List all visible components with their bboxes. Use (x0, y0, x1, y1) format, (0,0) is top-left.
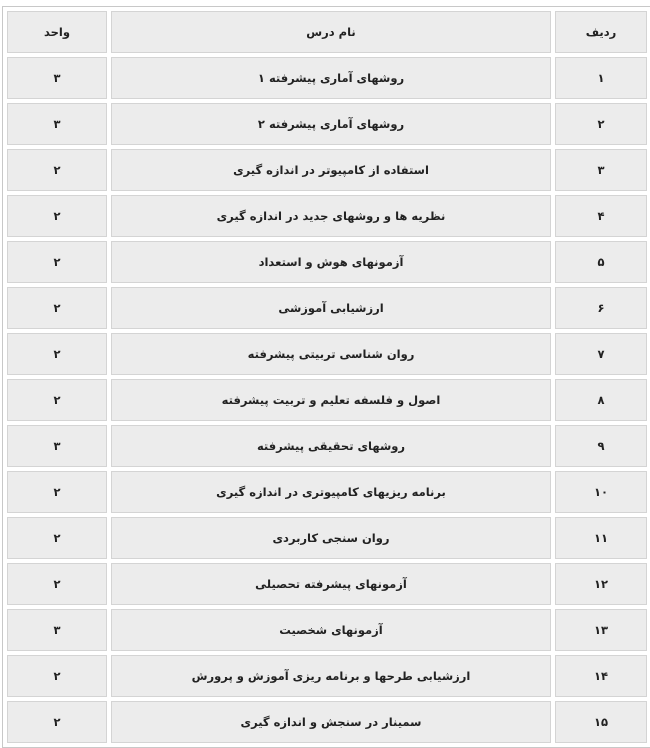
course-name-cell: روشهای آماری پیشرفته ۲ (111, 103, 551, 145)
units-cell: ۳ (7, 57, 107, 99)
course-name-cell: استفاده از کامپیوتر در اندازه گیری (111, 149, 551, 191)
row-number-cell: ۱۴ (555, 655, 647, 697)
row-number-cell: ۱۳ (555, 609, 647, 651)
table-row (7, 103, 647, 145)
units-cell: ۲ (7, 379, 107, 421)
units-cell: ۲ (7, 471, 107, 513)
table-row (7, 241, 647, 283)
units-cell: ۲ (7, 241, 107, 283)
table-row (7, 655, 647, 697)
row-number-cell: ۳ (555, 149, 647, 191)
row-number-cell: ۴ (555, 195, 647, 237)
table-row (7, 379, 647, 421)
units-cell: ۲ (7, 333, 107, 375)
course-name-cell: آزمونهای پیشرفته تحصیلی (111, 563, 551, 605)
row-number-cell: ۱۱ (555, 517, 647, 559)
row-number-cell: ۷ (555, 333, 647, 375)
row-number-cell: ۶ (555, 287, 647, 329)
table-header-row (7, 11, 647, 53)
row-number-cell: ۱۰ (555, 471, 647, 513)
row-number-cell: ۵ (555, 241, 647, 283)
course-name-cell: برنامه ریزیهای کامپیوتری در اندازه گیری (111, 471, 551, 513)
row-number-cell: ۱ (555, 57, 647, 99)
units-cell: ۳ (7, 609, 107, 651)
units-cell: ۲ (7, 517, 107, 559)
units-cell: ۲ (7, 655, 107, 697)
course-table-wrapper (2, 6, 648, 729)
course-name-cell: روشهای تحقیقی پیشرفته (111, 425, 551, 467)
table-row (7, 517, 647, 559)
course-name-cell: سمینار در سنجش و اندازه گیری (111, 701, 551, 743)
table-row (7, 333, 647, 375)
row-number-cell: ۲ (555, 103, 647, 145)
course-name-cell: اصول و فلسفه تعلیم و تربیت پیشرفته (111, 379, 551, 421)
table-row (7, 149, 647, 191)
course-name-cell: ارزشیابی طرحها و برنامه ریزی آموزش و پرورش (111, 655, 551, 697)
units-cell: ۲ (7, 563, 107, 605)
course-name-cell: نظریه ها و روشهای جدید در اندازه گیری (111, 195, 551, 237)
course-name-cell: روان شناسی تربیتی پیشرفته (111, 333, 551, 375)
units-cell: ۳ (7, 103, 107, 145)
table-row (7, 701, 647, 743)
table-row (7, 57, 647, 99)
units-cell: ۲ (7, 287, 107, 329)
table-row (7, 195, 647, 237)
units-cell: ۲ (7, 701, 107, 743)
table-row (7, 425, 647, 467)
row-number-cell: ۱۲ (555, 563, 647, 605)
table-row (7, 287, 647, 329)
course-name-cell: روشهای آماری پیشرفته ۱ (111, 57, 551, 99)
row-number-cell: ۸ (555, 379, 647, 421)
row-number-cell: ۹ (555, 425, 647, 467)
course-name-cell: روان سنجی کاربردی (111, 517, 551, 559)
header-units: واحد (7, 11, 107, 53)
header-row-number: ردیف (555, 11, 647, 53)
table-row (7, 563, 647, 605)
course-name-cell: ارزشیابی آموزشی (111, 287, 551, 329)
units-cell: ۲ (7, 195, 107, 237)
table-row (7, 609, 647, 651)
course-table (2, 6, 650, 748)
header-course-name: نام درس (111, 11, 551, 53)
units-cell: ۳ (7, 425, 107, 467)
units-cell: ۲ (7, 149, 107, 191)
course-name-cell: آزمونهای هوش و استعداد (111, 241, 551, 283)
table-row (7, 471, 647, 513)
row-number-cell: ۱۵ (555, 701, 647, 743)
course-name-cell: آزمونهای شخصیت (111, 609, 551, 651)
